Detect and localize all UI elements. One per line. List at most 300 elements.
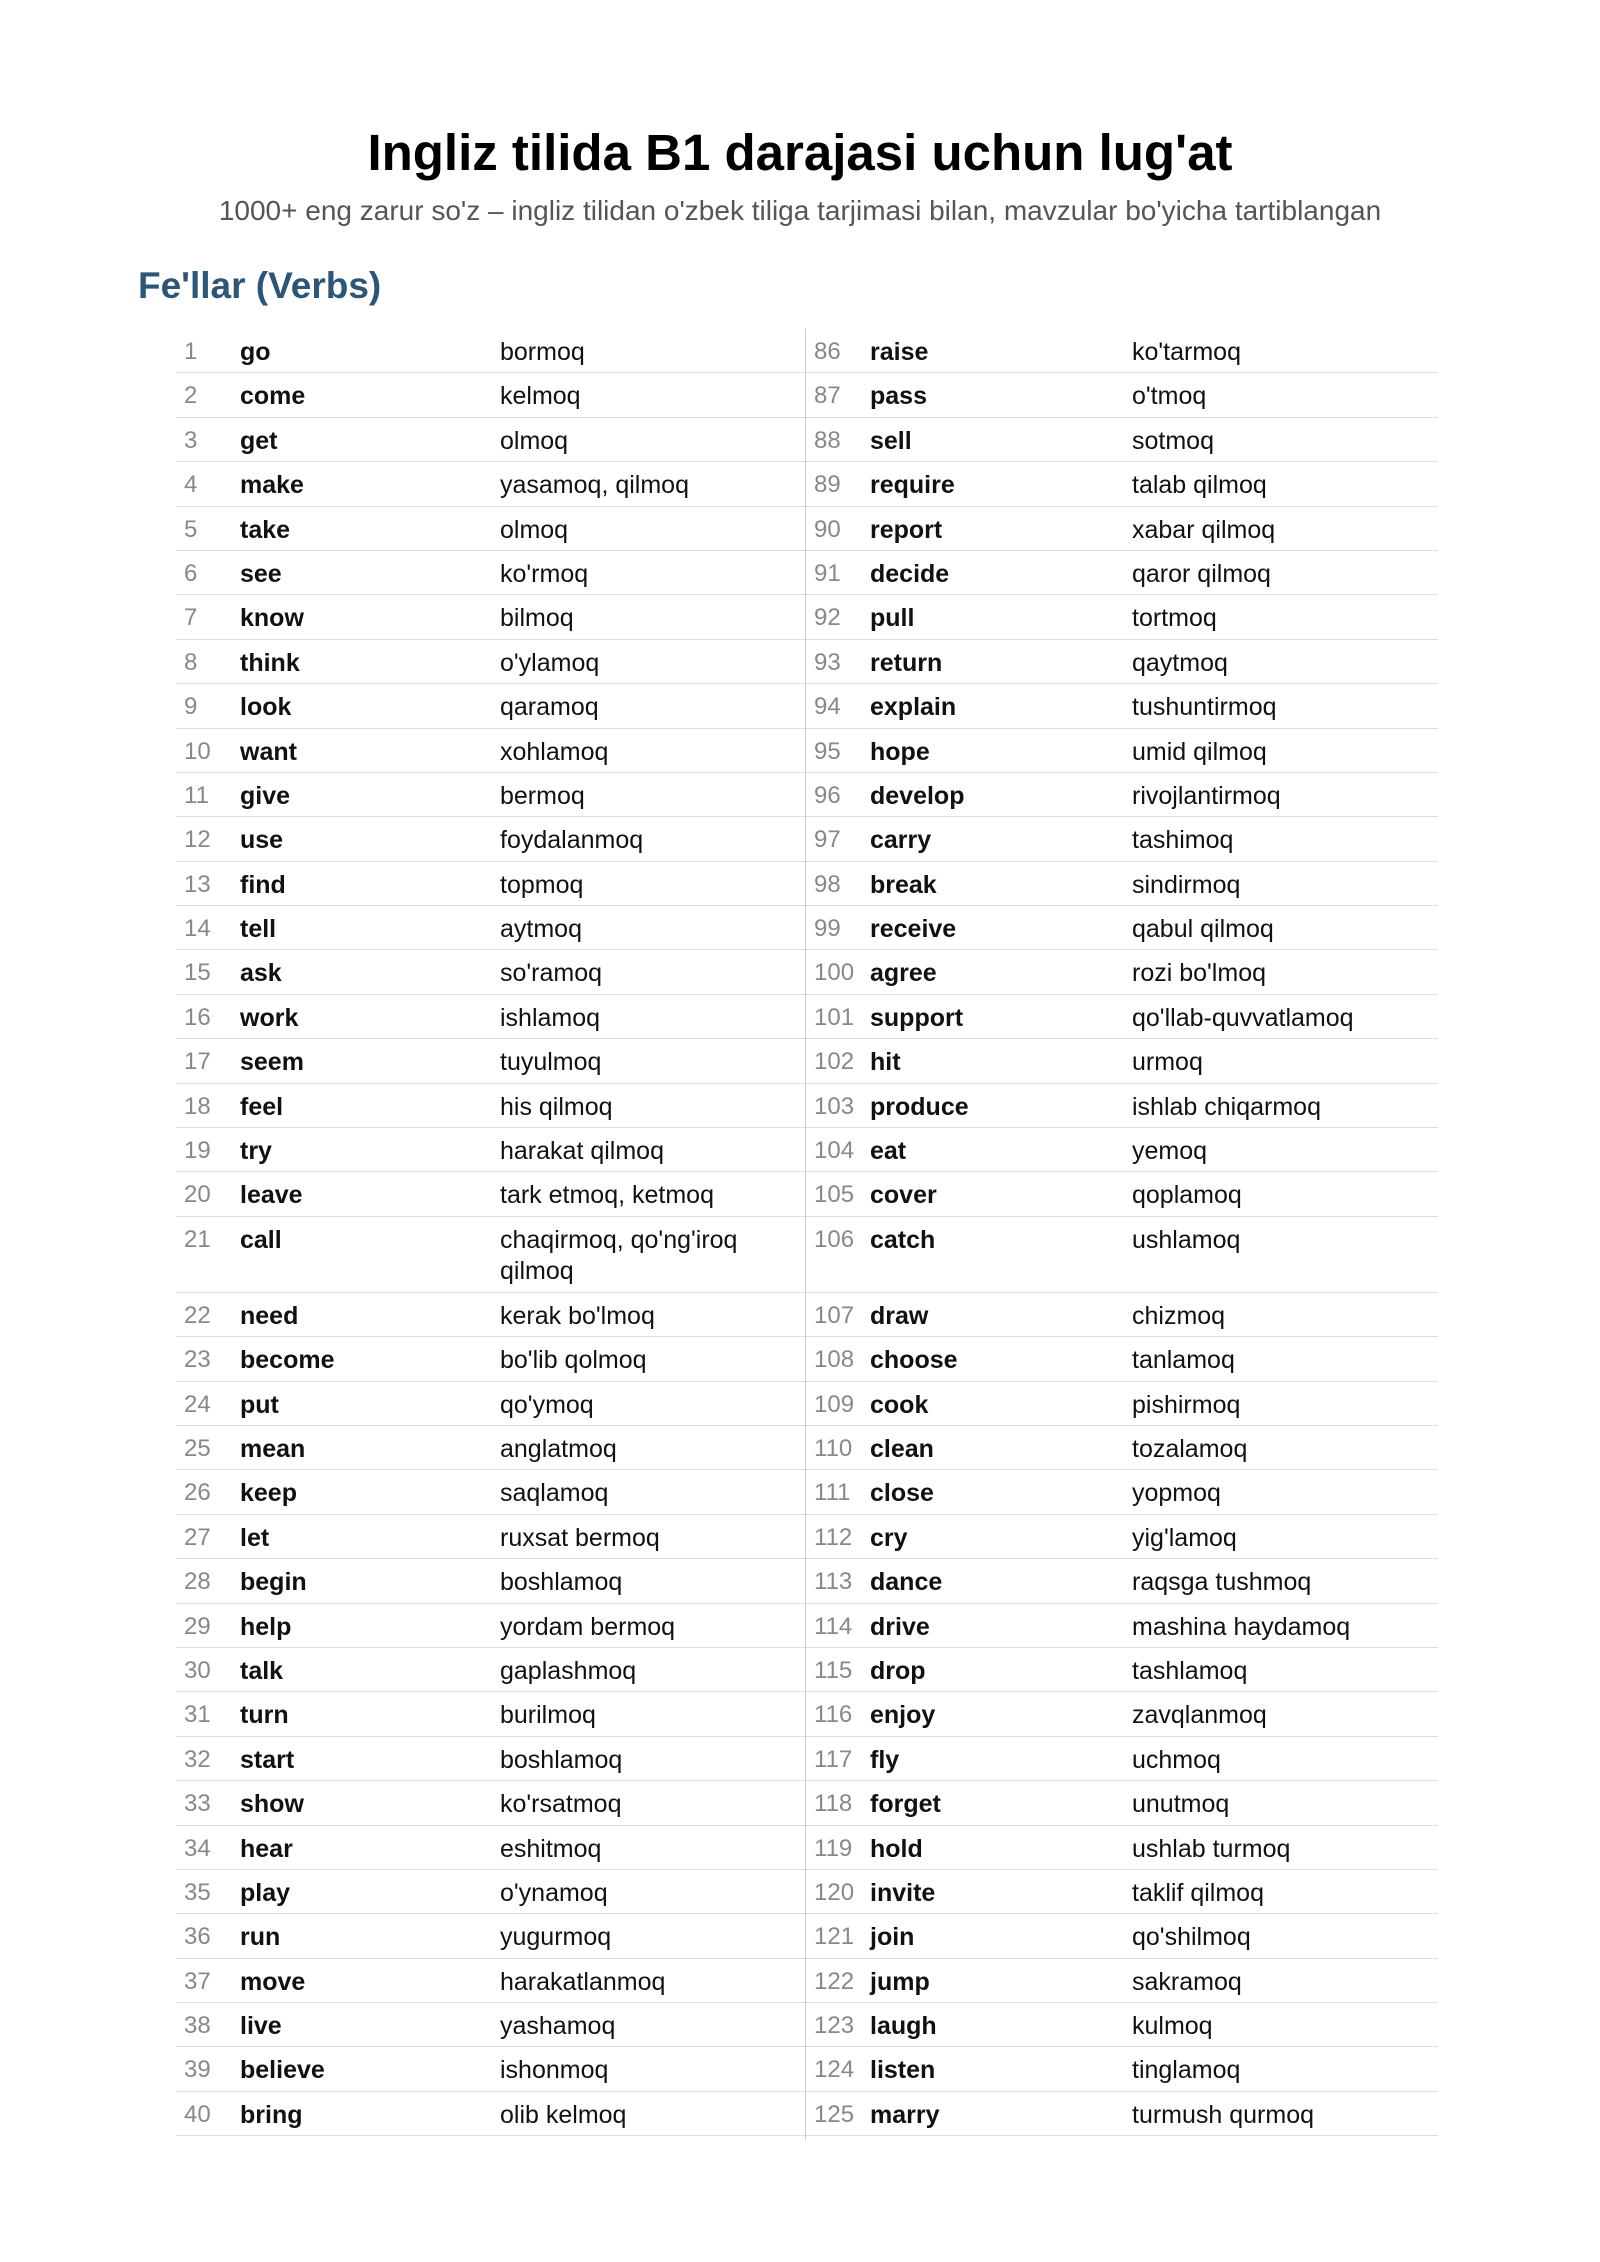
vocab-row [176, 1870, 808, 1914]
vocab-row [176, 462, 808, 506]
uzbek-translation: chaqirmoq, qo'ng'iroq qilmoq [500, 1225, 738, 1285]
uzbek-translation: tanlamoq [1132, 1346, 1235, 1375]
row-number: 23 [184, 1346, 211, 1374]
english-word: start [240, 1745, 295, 1774]
vocab-row [176, 507, 808, 551]
english-word: hold [870, 1834, 923, 1863]
row-number: 20 [184, 1181, 211, 1209]
row-number: 116 [814, 1701, 853, 1729]
uzbek-translation: qo'llab-quvvatlamoq [1132, 1003, 1354, 1032]
row-number: 29 [184, 1612, 211, 1640]
english-word: invite [870, 1878, 936, 1907]
vocab-row [176, 1217, 808, 1293]
vocab-row [176, 1039, 808, 1083]
uzbek-translation: ko'rmoq [500, 559, 589, 588]
row-number: 19 [184, 1137, 211, 1165]
vocab-row [806, 2003, 1438, 2047]
english-word: hope [870, 737, 930, 766]
uzbek-translation: bo'lib qolmoq [500, 1346, 647, 1375]
english-word: think [240, 648, 300, 677]
row-number: 118 [814, 1790, 853, 1818]
english-word: support [870, 1003, 964, 1032]
english-word: forget [870, 1790, 941, 1819]
uzbek-translation: his qilmoq [500, 1092, 613, 1121]
row-number: 110 [814, 1434, 853, 1462]
vocab-row [806, 1559, 1438, 1603]
vocab-row [176, 1337, 808, 1381]
uzbek-translation: harakatlanmoq [500, 1967, 666, 1996]
english-word: use [240, 826, 284, 855]
vocab-row [806, 817, 1438, 861]
row-number: 91 [814, 559, 841, 587]
english-word: cook [870, 1390, 929, 1419]
vocab-row [176, 729, 808, 773]
vocab-row [176, 1172, 808, 1216]
english-word: seem [240, 1048, 304, 1077]
row-number: 98 [814, 870, 841, 898]
uzbek-translation: tinglamoq [1132, 2056, 1241, 2085]
uzbek-translation: ushlamoq [1132, 1225, 1241, 1254]
row-number: 31 [184, 1701, 211, 1729]
row-number: 35 [184, 1878, 211, 1906]
row-number: 112 [814, 1523, 853, 1551]
row-number: 26 [184, 1479, 211, 1507]
row-number: 8 [184, 648, 198, 676]
vocab-row [806, 1515, 1438, 1559]
row-number: 92 [814, 604, 841, 632]
uzbek-translation: olmoq [500, 515, 569, 544]
uzbek-translation: rivojlantirmoq [1132, 781, 1281, 810]
english-word: join [870, 1923, 915, 1952]
english-word: choose [870, 1346, 958, 1375]
vocab-row [176, 773, 808, 817]
uzbek-translation: tozalamoq [1132, 1434, 1248, 1463]
vocab-row [806, 1604, 1438, 1648]
row-number: 36 [184, 1923, 211, 1951]
uzbek-translation: yemoq [1132, 1137, 1208, 1166]
row-number: 2 [184, 382, 198, 410]
vocab-row [806, 1128, 1438, 1172]
row-number: 113 [814, 1568, 853, 1596]
english-word: jump [870, 1967, 930, 1996]
uzbek-translation: mashina haydamoq [1132, 1612, 1351, 1641]
english-word: require [870, 471, 955, 500]
uzbek-translation: tark etmoq, ketmoq [500, 1181, 714, 1210]
uzbek-translation: tuyulmoq [500, 1048, 602, 1077]
uzbek-translation: bilmoq [500, 604, 574, 633]
english-word: break [870, 870, 937, 899]
vocab-row [806, 1692, 1438, 1736]
english-word: report [870, 515, 943, 544]
uzbek-translation: xohlamoq [500, 737, 609, 766]
row-number: 109 [814, 1390, 855, 1418]
vocab-row [176, 551, 808, 595]
english-word: sell [870, 426, 912, 455]
vocab-row [806, 729, 1438, 773]
row-number: 14 [184, 915, 211, 943]
uzbek-translation: bormoq [500, 338, 585, 366]
english-word: eat [870, 1137, 907, 1166]
uzbek-translation: ushlab turmoq [1132, 1834, 1291, 1863]
row-number: 108 [814, 1346, 855, 1374]
uzbek-translation: qo'shilmoq [1132, 1923, 1251, 1952]
uzbek-translation: boshlamoq [500, 1745, 623, 1774]
row-number: 40 [184, 2100, 211, 2128]
row-number: 3 [184, 426, 198, 454]
vocab-row [176, 1293, 808, 1337]
vocab-row [806, 1039, 1438, 1083]
english-word: make [240, 471, 304, 500]
row-number: 39 [184, 2056, 211, 2084]
english-word: close [870, 1479, 934, 1508]
uzbek-translation: tortmoq [1132, 604, 1217, 633]
row-number: 107 [814, 1301, 855, 1329]
vocab-row [176, 1914, 808, 1958]
vocab-row [176, 1470, 808, 1514]
uzbek-translation: bermoq [500, 781, 585, 810]
row-number: 16 [184, 1003, 211, 1031]
english-word: dance [870, 1568, 943, 1597]
uzbek-translation: ko'tarmoq [1132, 338, 1241, 366]
uzbek-translation: so'ramoq [500, 959, 603, 988]
vocab-row [806, 1217, 1438, 1293]
uzbek-translation: xabar qilmoq [1132, 515, 1276, 544]
uzbek-translation: pishirmoq [1132, 1390, 1241, 1419]
uzbek-translation: urmoq [1132, 1048, 1203, 1077]
english-word: play [240, 1878, 291, 1907]
page-title: Ingliz tilida B1 darajasi uchun lug'at [367, 124, 1233, 181]
english-word: see [240, 559, 282, 588]
english-word: move [240, 1967, 306, 1996]
uzbek-translation: qoplamoq [1132, 1181, 1242, 1210]
english-word: hear [240, 1834, 293, 1863]
uzbek-translation: yordam bermoq [500, 1612, 676, 1641]
english-word: draw [870, 1301, 929, 1330]
uzbek-translation: anglatmoq [500, 1434, 617, 1463]
uzbek-translation: gaplashmoq [500, 1656, 637, 1685]
vocab-row [806, 329, 1438, 373]
english-word: give [240, 781, 291, 810]
uzbek-translation: boshlamoq [500, 1568, 623, 1597]
uzbek-translation: eshitmoq [500, 1834, 602, 1863]
english-word: begin [240, 1568, 307, 1597]
english-word: fly [870, 1745, 900, 1774]
english-word: believe [240, 2056, 325, 2085]
section-title: Fe'llar (Verbs) [138, 265, 382, 306]
uzbek-translation: rozi bo'lmoq [1132, 959, 1266, 988]
uzbek-translation: zavqlanmoq [1132, 1701, 1267, 1730]
vocab-row [176, 640, 808, 684]
uzbek-translation: kulmoq [1132, 2012, 1213, 2041]
vocab-row [806, 2092, 1438, 2136]
vocab-row [176, 595, 808, 639]
vocab-row [176, 862, 808, 906]
row-number: 11 [184, 781, 209, 809]
uzbek-translation: yashamoq [500, 2012, 616, 2041]
english-word: come [240, 382, 306, 411]
english-word: cover [870, 1181, 937, 1210]
vocab-row [176, 1826, 808, 1870]
row-number: 17 [184, 1048, 211, 1076]
row-number: 38 [184, 2012, 211, 2040]
row-number: 7 [184, 604, 198, 632]
row-number: 34 [184, 1834, 211, 1862]
vocab-row [806, 640, 1438, 684]
row-number: 121 [814, 1923, 855, 1951]
uzbek-translation: tashimoq [1132, 826, 1234, 855]
uzbek-translation: o'tmoq [1132, 382, 1207, 411]
vocab-row [806, 2047, 1438, 2091]
uzbek-translation: ishlab chiqarmoq [1132, 1092, 1321, 1121]
uzbek-translation: yugurmoq [500, 1923, 612, 1952]
row-number: 111 [814, 1479, 851, 1507]
uzbek-translation: yasamoq, qilmoq [500, 471, 689, 500]
english-word: produce [870, 1092, 969, 1121]
row-number: 96 [814, 781, 841, 809]
uzbek-translation: foydalanmoq [500, 826, 644, 855]
vocab-row [806, 462, 1438, 506]
row-number: 22 [184, 1301, 211, 1329]
vocab-row [806, 373, 1438, 417]
uzbek-translation: olmoq [500, 426, 569, 455]
vocab-row [806, 684, 1438, 728]
vocab-row [806, 773, 1438, 817]
vocab-row [176, 329, 808, 373]
uzbek-translation: tushuntirmoq [1132, 693, 1277, 722]
row-number: 99 [814, 915, 841, 943]
english-word: decide [870, 559, 950, 588]
english-word: put [240, 1390, 279, 1419]
english-word: find [240, 870, 286, 899]
uzbek-translation: tashlamoq [1132, 1656, 1248, 1685]
vocab-row [176, 906, 808, 950]
uzbek-translation: unutmoq [1132, 1790, 1230, 1819]
row-number: 106 [814, 1225, 855, 1253]
row-number: 123 [814, 2012, 855, 2040]
english-word: talk [240, 1656, 284, 1685]
vocab-row [806, 1914, 1438, 1958]
uzbek-translation: sindirmoq [1132, 870, 1241, 899]
vocab-row [806, 1470, 1438, 1514]
vocab-row [176, 1737, 808, 1781]
english-word: keep [240, 1479, 297, 1508]
uzbek-translation: saqlamoq [500, 1479, 609, 1508]
row-number: 18 [184, 1092, 211, 1120]
vocab-row [806, 995, 1438, 1039]
vocab-row [176, 373, 808, 417]
english-word: drop [870, 1656, 926, 1685]
english-word: hit [870, 1048, 901, 1077]
english-word: leave [240, 1181, 303, 1210]
vocab-row [176, 1692, 808, 1736]
row-number: 86 [814, 338, 841, 365]
row-number: 25 [184, 1434, 211, 1462]
row-number: 88 [814, 426, 841, 454]
english-word: mean [240, 1434, 306, 1463]
row-number: 90 [814, 515, 841, 543]
row-number: 97 [814, 826, 841, 854]
english-word: catch [870, 1225, 936, 1254]
uzbek-translation: taklif qilmoq [1132, 1878, 1264, 1907]
english-word: feel [240, 1092, 284, 1121]
uzbek-translation: burilmoq [500, 1701, 596, 1730]
row-number: 124 [814, 2056, 855, 2084]
row-number: 30 [184, 1656, 211, 1684]
english-word: look [240, 693, 292, 722]
row-number: 9 [184, 693, 198, 721]
vocab-row [176, 2003, 808, 2047]
uzbek-translation: raqsga tushmoq [1132, 1568, 1312, 1597]
uzbek-translation: harakat qilmoq [500, 1137, 664, 1166]
vocab-row [176, 2092, 808, 2136]
english-word: cry [870, 1523, 908, 1552]
english-word: marry [870, 2100, 940, 2129]
vocab-row [806, 1293, 1438, 1337]
uzbek-translation: qaror qilmoq [1132, 559, 1271, 588]
english-word: run [240, 1923, 281, 1952]
vocab-row [806, 1870, 1438, 1914]
uzbek-translation: sotmoq [1132, 426, 1214, 455]
row-number: 27 [184, 1523, 211, 1551]
uzbek-translation: olib kelmoq [500, 2100, 627, 2129]
vocab-row [176, 1084, 808, 1128]
row-number: 28 [184, 1568, 211, 1596]
row-number: 119 [814, 1834, 853, 1862]
vocab-row [176, 684, 808, 728]
english-word: bring [240, 2100, 303, 2129]
row-number: 122 [814, 1967, 855, 1995]
english-word: enjoy [870, 1701, 936, 1730]
row-number: 95 [814, 737, 841, 765]
vocab-row [176, 2047, 808, 2091]
row-number: 103 [814, 1092, 855, 1120]
row-number: 12 [184, 826, 211, 854]
row-number: 93 [814, 648, 841, 676]
vocab-row [176, 817, 808, 861]
uzbek-translation: kerak bo'lmoq [500, 1301, 655, 1330]
english-word: know [240, 604, 304, 633]
uzbek-translation: chizmoq [1132, 1301, 1226, 1330]
english-word: get [240, 426, 278, 455]
english-word: receive [870, 915, 957, 944]
uzbek-translation: qaytmoq [1132, 648, 1228, 677]
vocab-table-right [806, 329, 1438, 2136]
english-word: live [240, 2012, 282, 2041]
row-number: 6 [184, 559, 198, 587]
vocab-row [176, 1382, 808, 1426]
english-word: develop [870, 781, 965, 810]
vocab-row [806, 1781, 1438, 1825]
english-word: listen [870, 2056, 936, 2085]
uzbek-translation: talab qilmoq [1132, 471, 1267, 500]
vocab-row [176, 418, 808, 462]
english-word: clean [870, 1434, 934, 1463]
uzbek-translation: ruxsat bermoq [500, 1523, 660, 1552]
uzbek-translation: kelmoq [500, 382, 581, 411]
uzbek-translation: sakramoq [1132, 1967, 1242, 1996]
row-number: 37 [184, 1967, 211, 1995]
vocab-row [176, 1426, 808, 1470]
vocab-row [806, 1084, 1438, 1128]
english-word: call [240, 1225, 282, 1254]
uzbek-translation: umid qilmoq [1132, 737, 1267, 766]
uzbek-translation: yopmoq [1132, 1479, 1221, 1508]
row-number: 10 [184, 737, 211, 765]
english-word: want [240, 737, 297, 766]
vocab-row [806, 595, 1438, 639]
row-number: 13 [184, 870, 211, 898]
row-number: 101 [814, 1003, 855, 1031]
vocab-row [176, 950, 808, 994]
row-number: 5 [184, 515, 198, 543]
uzbek-translation: topmoq [500, 870, 584, 899]
english-word: take [240, 515, 291, 544]
english-word: pull [870, 604, 915, 633]
english-word: turn [240, 1701, 289, 1730]
row-number: 117 [814, 1745, 853, 1773]
english-word: become [240, 1346, 335, 1375]
uzbek-translation: ishonmoq [500, 2056, 609, 2085]
vocab-row [806, 1426, 1438, 1470]
english-word: need [240, 1301, 299, 1330]
uzbek-translation: qabul qilmoq [1132, 915, 1274, 944]
row-number: 105 [814, 1181, 855, 1209]
english-word: laugh [870, 2012, 937, 2041]
vocab-row [176, 1648, 808, 1692]
vocab-row [806, 1826, 1438, 1870]
english-word: drive [870, 1612, 930, 1641]
uzbek-translation: aytmoq [500, 915, 582, 944]
vocab-row [176, 995, 808, 1039]
row-number: 102 [814, 1048, 855, 1076]
vocab-row [176, 1559, 808, 1603]
uzbek-translation: qaramoq [500, 693, 599, 722]
vocab-row [176, 1604, 808, 1648]
vocab-row [806, 1172, 1438, 1216]
english-word: go [240, 338, 271, 366]
vocab-row [806, 1382, 1438, 1426]
english-word: agree [870, 959, 937, 988]
vocab-row [176, 1515, 808, 1559]
row-number: 24 [184, 1390, 211, 1418]
english-word: let [240, 1523, 270, 1552]
uzbek-translation: ko'rsatmoq [500, 1790, 622, 1819]
english-word: ask [240, 959, 282, 988]
uzbek-translation: qo'ymoq [500, 1390, 594, 1419]
row-number: 33 [184, 1790, 211, 1818]
vocab-row [806, 1648, 1438, 1692]
row-number: 15 [184, 959, 211, 987]
english-word: carry [870, 826, 932, 855]
row-number: 89 [814, 471, 841, 499]
row-number: 100 [814, 959, 855, 987]
row-number: 104 [814, 1137, 855, 1165]
vocab-row [806, 1959, 1438, 2003]
english-word: raise [870, 338, 929, 366]
english-word: try [240, 1137, 272, 1166]
row-number: 120 [814, 1878, 855, 1906]
english-word: help [240, 1612, 292, 1641]
english-word: pass [870, 382, 927, 411]
row-number: 32 [184, 1745, 211, 1773]
uzbek-translation: o'ylamoq [500, 648, 600, 677]
english-word: return [870, 648, 943, 677]
uzbek-translation: yig'lamoq [1132, 1523, 1237, 1552]
vocab-row [806, 862, 1438, 906]
page-subtitle: 1000+ eng zarur so'z – ingliz tilidan o'zbek tiliga tarjimasi bilan, mavzular bo'yicha tartiblangan [218, 195, 1382, 226]
uzbek-translation: turmush qurmoq [1132, 2100, 1315, 2129]
vocab-row [806, 1337, 1438, 1381]
